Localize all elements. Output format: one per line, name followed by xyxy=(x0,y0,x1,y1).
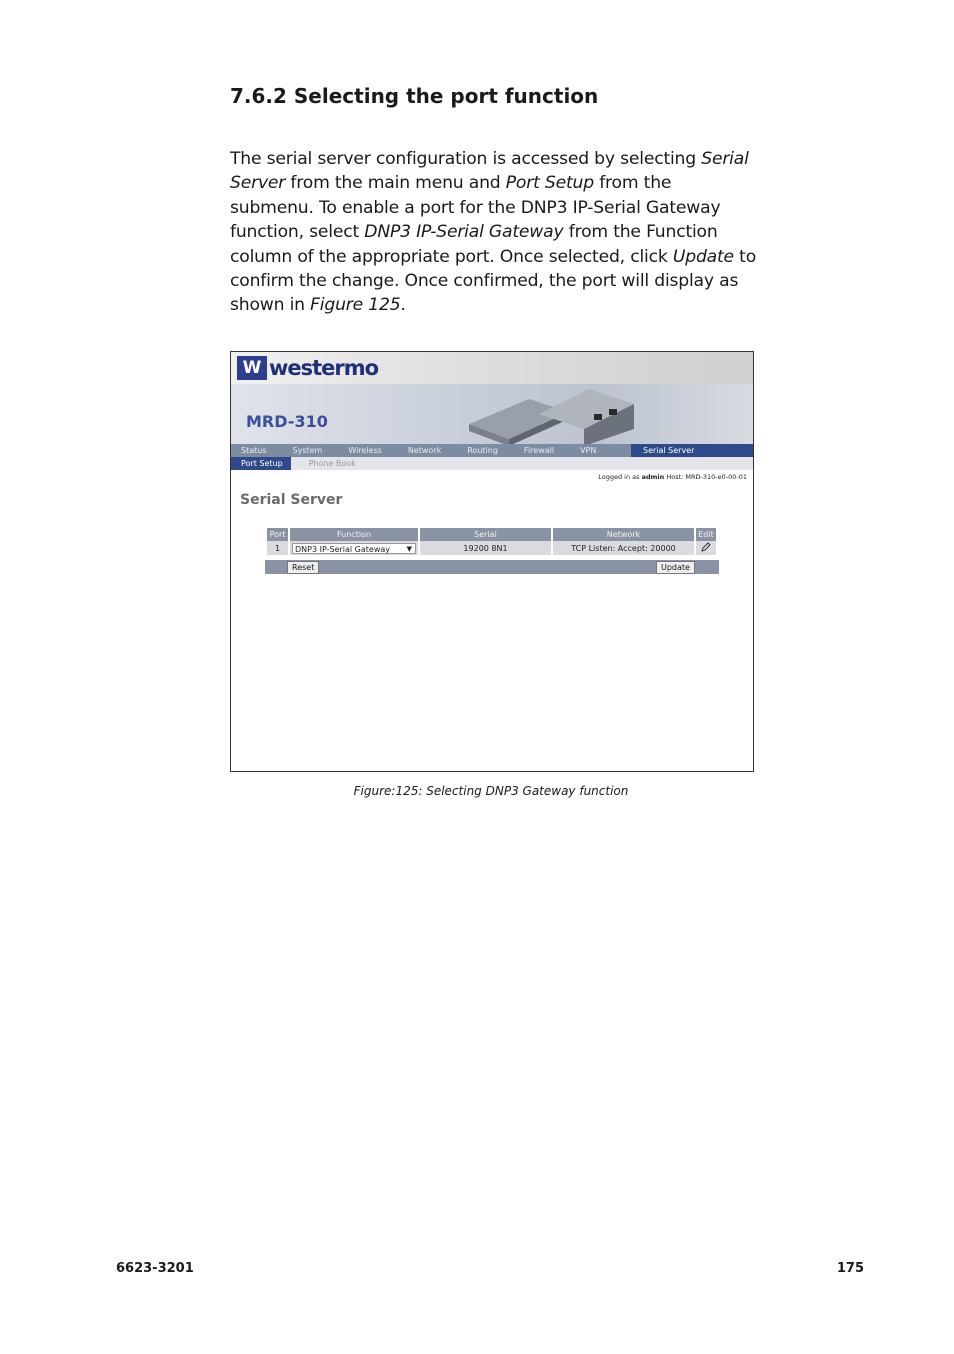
figure-caption: Figure:125: Selecting DNP3 Gateway function xyxy=(353,784,629,798)
col-header-function: Function xyxy=(290,528,418,541)
menu-item-network[interactable]: Network xyxy=(407,446,442,455)
router-device-image xyxy=(459,384,639,446)
function-select[interactable] xyxy=(292,543,416,554)
cell-edit xyxy=(696,541,716,555)
action-bar xyxy=(265,560,719,574)
para-text: The serial server configuration is accessed by selecting xyxy=(230,149,702,169)
login-status xyxy=(598,473,747,481)
screenshot-figure xyxy=(230,351,754,772)
para-text: to confirm the change. Once confirmed, the port will display as shown in xyxy=(230,246,757,316)
menu-item-wireless[interactable]: Wireless xyxy=(348,446,382,455)
menu-item-vpn[interactable]: VPN xyxy=(580,446,597,455)
westermo-logo xyxy=(237,355,378,381)
col-header-network: Network xyxy=(553,528,694,541)
menu-item-routing[interactable]: Routing xyxy=(467,446,498,455)
logo-mark-icon: W xyxy=(237,356,267,380)
para-emphasis: Port Setup xyxy=(505,173,594,194)
para-emphasis: Serial Server xyxy=(230,149,749,194)
para-emphasis: DNP3 IP-Serial Gateway xyxy=(364,222,564,243)
menu-item-firewall[interactable]: Firewall xyxy=(523,446,555,455)
pencil-icon[interactable] xyxy=(700,541,712,553)
para-emphasis: Update xyxy=(672,246,734,267)
para-text: from the main menu and xyxy=(285,173,506,194)
body-paragraph xyxy=(230,147,760,318)
para-text: from the Function column of the appropriate port. Once selected, click xyxy=(230,222,718,267)
page-number: 175 xyxy=(836,1261,864,1276)
cell-port: 1 xyxy=(267,541,288,555)
function-select-value: DNP3 IP-Serial Gateway xyxy=(295,544,391,554)
col-header-serial: Serial xyxy=(420,528,551,541)
login-host: Host: MRD-310-e0-00-01 xyxy=(664,473,747,481)
login-prefix: Logged in as xyxy=(598,473,642,481)
page-title: Serial Server xyxy=(240,492,343,508)
para-text: . xyxy=(400,295,406,316)
cell-serial: 19200 8N1 xyxy=(420,541,551,555)
para-emphasis: Figure 125 xyxy=(310,295,401,316)
cell-network: TCP Listen: Accept: 20000 xyxy=(553,541,694,555)
para-text: from the submenu. To enable a port for the DNP3 IP-Serial Gateway function, select xyxy=(230,173,721,243)
login-user: admin xyxy=(641,473,665,481)
port-table xyxy=(265,528,718,555)
menu-item-status[interactable]: Status xyxy=(241,446,267,455)
menu-item-serial-server[interactable]: Serial Server xyxy=(631,444,753,457)
model-name: MRD-310 xyxy=(246,412,328,431)
logo-text: westermo xyxy=(269,356,379,380)
table-row xyxy=(267,541,716,555)
main-menu-bar xyxy=(231,444,753,457)
reset-button[interactable]: Reset xyxy=(287,561,319,574)
col-header-edit: Edit xyxy=(696,528,716,541)
col-header-port: Port xyxy=(267,528,288,541)
submenu-item-port-setup[interactable]: Port Setup xyxy=(231,457,291,470)
header-banner xyxy=(231,352,753,444)
submenu-item-phone-book[interactable]: Phone Book xyxy=(308,459,356,468)
cell-function xyxy=(290,541,418,555)
dropdown-arrow-icon: ▼ xyxy=(406,544,412,553)
menu-item-system[interactable]: System xyxy=(292,446,323,455)
sub-menu-bar xyxy=(231,457,753,470)
section-heading: 7.6.2 Selecting the port function xyxy=(230,84,599,108)
doc-number: 6623-3201 xyxy=(116,1261,194,1276)
update-button[interactable]: Update xyxy=(656,561,695,574)
